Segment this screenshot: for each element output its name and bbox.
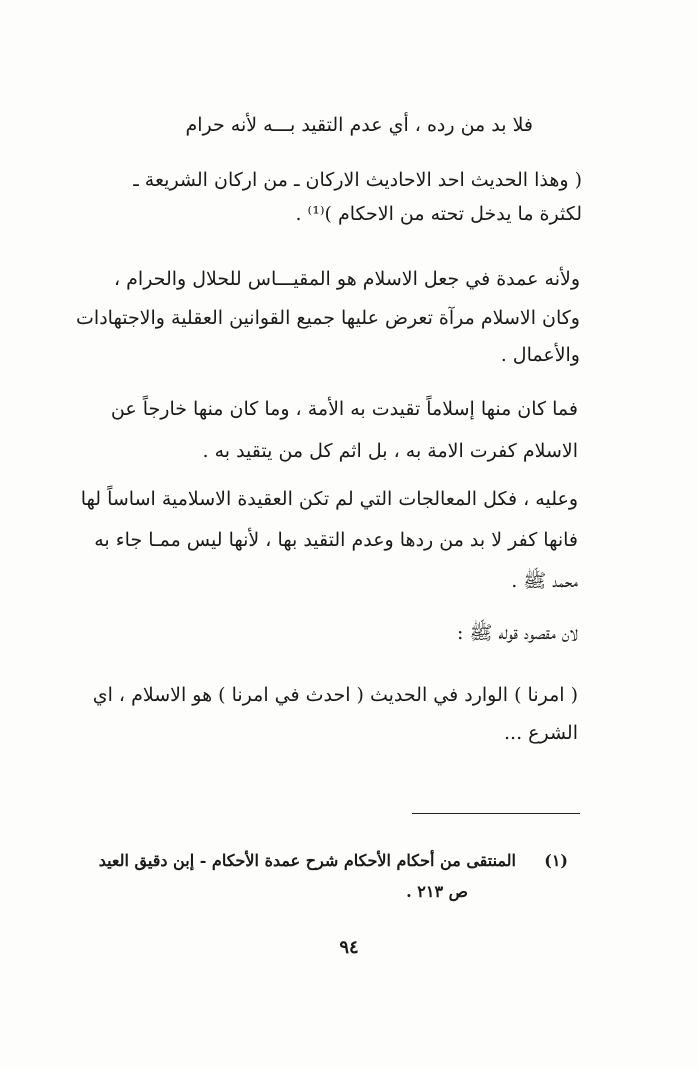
footnote-page-ref: ص ٢١٣ .: [406, 882, 468, 901]
page-number: ٩٤: [339, 937, 359, 958]
footnote-number: (١): [544, 851, 568, 870]
text-line: ولأنه عمدة في جعل الاسلام هو المقيـــاس للحلال والحرام ،: [113, 268, 580, 290]
text-line: فانها كفر لا بد من ردها وعدم التقيد بها ، لأنها ليس ممـا جاء به: [94, 529, 578, 551]
footnote-separator: [412, 813, 580, 814]
text-line: وكان الاسلام مرآة تعرض عليها جميع القوانين العقلية والاجتهادات: [76, 307, 580, 329]
text-line: ( امرنا ) الوارد في الحديث ( احدث في امرنا ) هو الاسلام ، اي: [92, 684, 578, 706]
text-line: الاسلام كفرت الامة به ، بل اثم كل من يتقيد به .: [202, 440, 578, 462]
footnote-text: المنتقى من أحكام الأحكام شرح عمدة الأحكام - إبن دقيق العيد: [98, 851, 516, 870]
text-line: والأعمال .: [500, 344, 580, 366]
text-line: محمد ﷺ .: [511, 570, 578, 592]
text-line: الشرع ...: [504, 722, 578, 744]
text-line: ( وهذا الحديث احد الاحاديث الاركان ـ من اركان الشريعة ـ: [133, 169, 582, 191]
text-line: فلا بد من رده ، أي عدم التقيد بـــه لأنه حرام: [185, 114, 533, 136]
text-line: لكثرة ما يدخل تحته من الاحكام )⁽¹⁾ .: [295, 203, 582, 225]
text-line: فما كان منها إسلاماً تقيدت به الأمة ، وما كان منها خارجاً عن: [110, 398, 578, 420]
text-line: لان مقصود قوله ﷺ :: [457, 622, 578, 644]
text-line: وعليه ، فكل المعالجات التي لم تكن العقيدة الاسلامية اساساً لها: [80, 488, 578, 510]
